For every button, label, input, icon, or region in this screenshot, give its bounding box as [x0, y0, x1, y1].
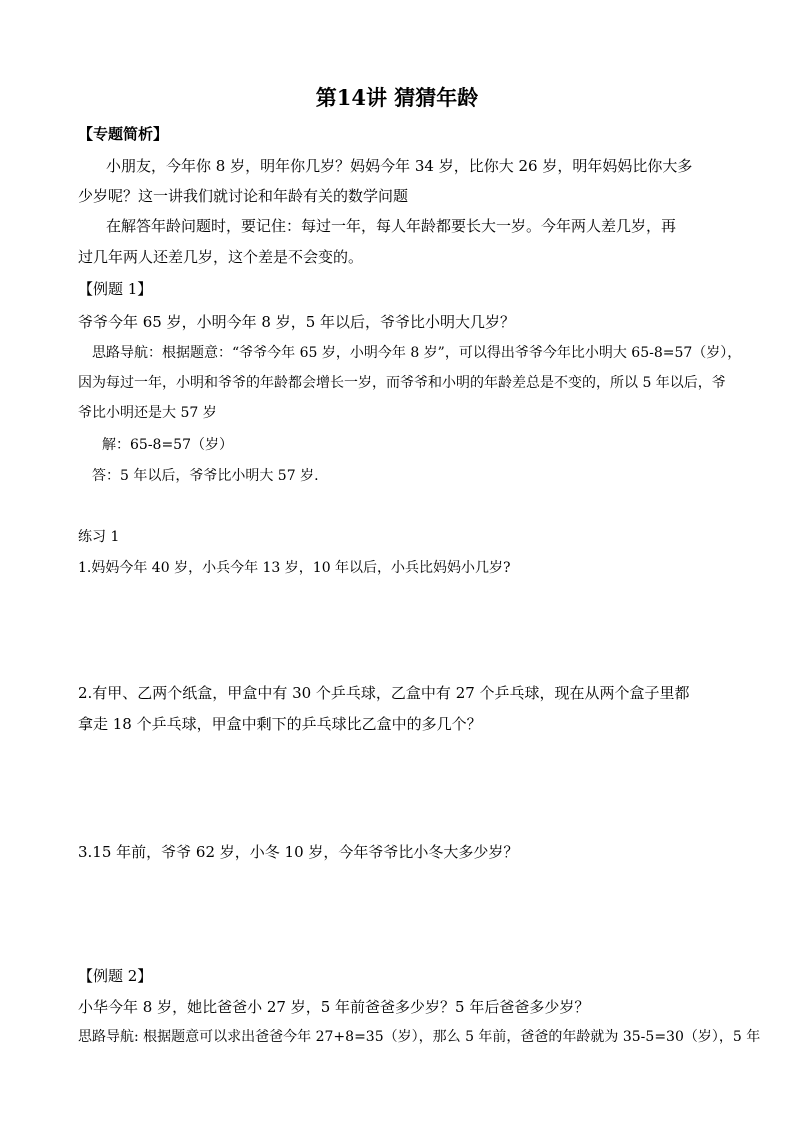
intro-paragraph-2-line-2: 过几年两人还差几岁，这个差是不会变的。: [78, 248, 364, 266]
example-1-question: 爷爷今年 65 岁，小明今年 8 岁，5 年以后，爷爷比小明大几岁？: [78, 313, 516, 331]
example-1-heading: 【例题 1】: [78, 280, 153, 298]
example-2-question: 小华今年 8 岁，她比爸爸小 27 岁，5 年前爸爸多少岁？5 年后爸爸多少岁？: [78, 998, 590, 1016]
example-1-hint-line-1: 思路导航：根据题意：“爷爷今年 65 岁，小明今年 8 岁”，可以得出爷爷今年比小明大 65-8=57（岁），: [92, 345, 742, 361]
intro-paragraph-1-line-2: 少岁呢？这一讲我们就讨论和年龄有关的数学问题: [78, 187, 409, 205]
practice-1-question-2-line-1: 2.有甲、乙两个纸盒，甲盒中有 30 个乒乓球，乙盒中有 27 个乒乓球，现在从两个盒子里都: [78, 684, 690, 702]
example-1-hint-line-3: 爷比小明还是大 57 岁: [78, 405, 217, 421]
practice-1-question-3: 3.15 年前，爷爷 62 岁，小冬 10 岁，今年爷爷比小冬大多少岁？: [78, 843, 519, 861]
example-2-heading: 【例题 2】: [78, 967, 153, 985]
example-2-hint-line-1: 思路导航: 根据题意可以求出爸爸今年 27+8=35（岁），那么 5 年前，爸爸的年龄就为 35-5=30（岁），5 年: [78, 1029, 761, 1045]
page-title: 第14讲 猜猜年龄: [315, 85, 479, 110]
intro-heading: 【专题简析】: [78, 125, 169, 143]
practice-1-heading: 练习 1: [78, 529, 120, 545]
intro-paragraph-2-line-1: 在解答年龄问题时，要记住：每过一年，每人年龄都要长大一岁。今年两人差几岁，再: [106, 217, 677, 235]
example-1-hint-line-2: 因为每过一年，小明和爷爷的年龄都会增长一岁，而爷爷和小明的年龄差总是不变的，所以 5 年以后，爷: [78, 375, 726, 391]
intro-paragraph-1-line-1: 小朋友，今年你 8 岁，明年你几岁？妈妈今年 34 岁，比你大 26 岁，明年妈妈比你大多: [106, 157, 693, 175]
practice-1-question-2-line-2: 拿走 18 个乒乓球，甲盒中剩下的乒乓球比乙盒中的多几个？: [78, 715, 482, 733]
example-1-answer: 答：5 年以后，爷爷比小明大 57 岁.: [92, 468, 319, 484]
example-1-solution: 解：65-8=57（岁）: [102, 437, 233, 453]
practice-1-question-1: 1.妈妈今年 40 岁，小兵今年 13 岁，10 年以后，小兵比妈妈小几岁?: [78, 560, 511, 576]
